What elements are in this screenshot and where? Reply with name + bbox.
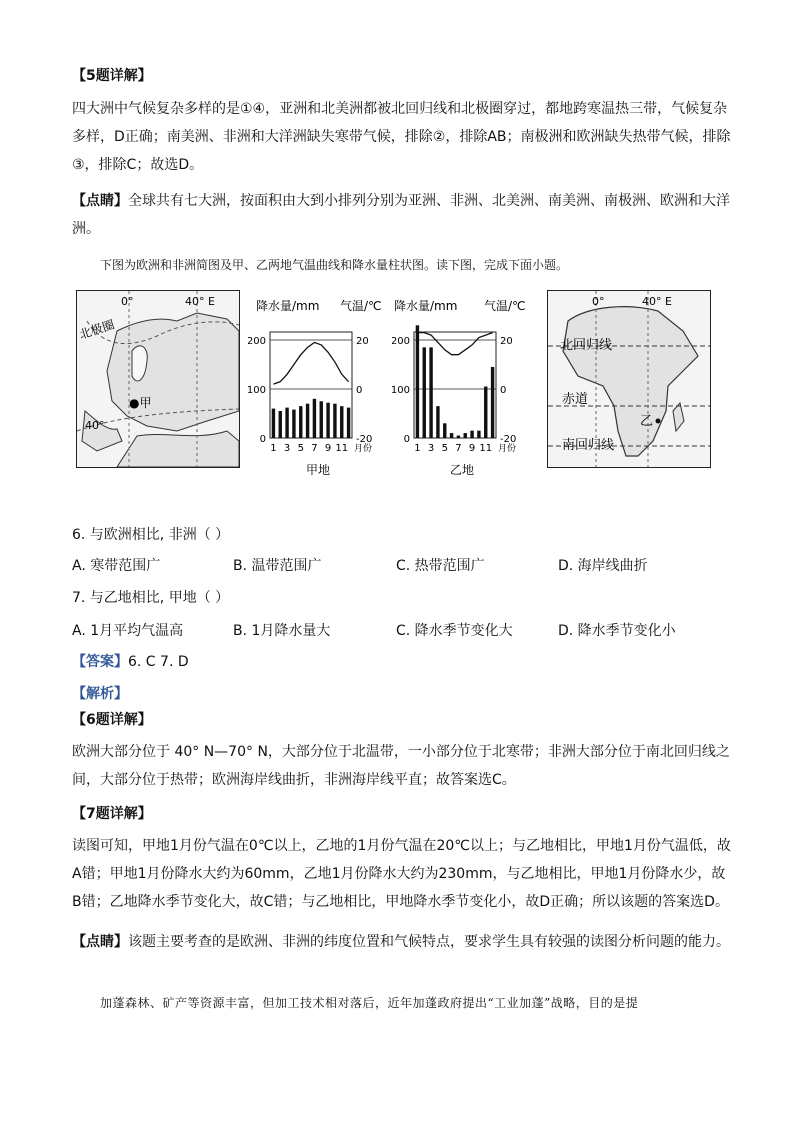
chart-jia-ytick-right: 0 bbox=[356, 385, 363, 396]
chart-yi-xtick: 1 bbox=[414, 443, 421, 454]
chart-jia-xtick: 9 bbox=[324, 443, 332, 454]
chart-jia-xtick: 11 bbox=[335, 443, 349, 454]
chart-yi-precip-bar bbox=[470, 431, 473, 438]
question-6-stem: 6. 与欧洲相比, 非洲（ ） bbox=[72, 527, 230, 543]
chart-jia-precip-bar bbox=[347, 408, 350, 438]
chart-yi-xtick: 3 bbox=[427, 443, 435, 454]
chart-yi-ytick-right: -20 bbox=[500, 434, 517, 445]
europe-lat40-label: 40° bbox=[85, 419, 105, 432]
section-7-body: 读图可知，甲地1月份气温在0℃以上，乙地的1月份气温在20℃以上；与乙地相比，甲地1月份气温低，故A错；甲地1月份降水大约为60mm，乙地1月份降水大约为230mm，与乙地相比，甲地1月份降水少，故B错；乙地降水季节变化大，故C错；与乙地相比，甲地降水季节变化小，故D正确；所以该题的答案选D。 bbox=[72, 838, 731, 910]
answer bbox=[72, 651, 189, 671]
chart-yi-temp-line bbox=[417, 333, 492, 355]
chart-jia-precip-bar bbox=[326, 403, 329, 438]
section-6-header: 【6题详解】 bbox=[72, 712, 152, 728]
chart-yi-precip-bar bbox=[491, 367, 494, 438]
chart-yi-xtick: 5 bbox=[441, 443, 448, 454]
section-7-header: 【7题详解】 bbox=[72, 806, 152, 822]
tip-1 bbox=[72, 187, 732, 243]
q6-option-a-text: A. 寒带范围广 bbox=[72, 558, 161, 574]
chart-jia-precip-bar bbox=[320, 401, 323, 438]
chart-jia-precip-bar bbox=[333, 404, 336, 438]
chart-yi-precip-label: 降水量/mm bbox=[394, 299, 458, 313]
tropic-cancer-label: 北回归线 bbox=[560, 338, 613, 353]
section-6-body: 欧洲大部分位于 40° N—70° N，大部分位于北温带，一小部分位于北寒带；非洲大部分位于南北回归线之间，大部分位于热带；欧洲海岸线曲折，非洲海岸线平直；故答案选C。 bbox=[72, 744, 730, 788]
europe-lon40-label: 40° E bbox=[185, 295, 215, 308]
africa-lon40-label: 40° E bbox=[642, 295, 672, 308]
chart-jia-precip-bar bbox=[279, 411, 282, 438]
q7-option-d-text: D. 降水季节变化小 bbox=[558, 623, 676, 639]
chart-yi-plot-frame bbox=[414, 332, 496, 438]
q6-option-d-text: D. 海岸线曲折 bbox=[558, 558, 648, 574]
chart-yi-ytick-left: 100 bbox=[392, 385, 410, 396]
chart-yi-ytick-right: 0 bbox=[500, 385, 507, 396]
tip-2-body: 该题主要考查的是欧洲、非洲的纬度位置和气候特点，要求学生具有较强的读图分析问题的能力。 bbox=[128, 934, 730, 950]
q7-option-a-text: A. 1月平均气温高 bbox=[72, 623, 184, 639]
section-5-body: 四大洲中气候复杂多样的是①④，亚洲和北美洲都被北回归线和北极圈穿过，都地跨寒温热三带，气候复杂多样，D正确；南美洲、非洲和大洋洲缺失寒带气候，排除②，排除AB；南极洲和欧洲缺失热带气候，排除③，排除C；故选D。 bbox=[72, 101, 731, 173]
analysis-tag: 【解析】 bbox=[72, 686, 128, 702]
point-yi-marker bbox=[656, 419, 661, 424]
chart-yi-xtick: 9 bbox=[468, 443, 476, 454]
chart-yi-precip-bar bbox=[423, 347, 426, 438]
answer-tag: 【答案】 bbox=[72, 654, 128, 670]
chart-yi-ytick-left: 200 bbox=[392, 336, 410, 347]
q6-option-b-text: B. 温带范围广 bbox=[233, 558, 322, 574]
point-jia: ●甲 bbox=[129, 396, 152, 410]
arctic-circle-label: 北极圈 bbox=[77, 317, 117, 342]
point-yi-label: 乙 bbox=[640, 414, 654, 429]
next-question-intro: 加蓬森林、矿产等资源丰富，但加工技术相对落后，近年加蓬政府提出“工业加蓬”战略，目的是提 bbox=[100, 996, 639, 1010]
chart-yi-caption: 乙地 bbox=[449, 463, 475, 477]
chart-yi bbox=[392, 298, 532, 478]
chart-jia-precip-bar bbox=[313, 399, 316, 438]
chart-yi-precip-bar bbox=[416, 325, 419, 438]
section-5-header: 【5题详解】 bbox=[72, 68, 152, 84]
tropic-capricorn-label: 南回归线 bbox=[562, 438, 615, 453]
tip-2 bbox=[72, 928, 732, 956]
answer-text: 6. C 7. D bbox=[128, 654, 189, 670]
chart-yi-xtick: 11 bbox=[479, 443, 493, 454]
chart-yi-precip-bar bbox=[457, 436, 460, 438]
chart-yi-ytick-right: 20 bbox=[500, 336, 513, 347]
chart-jia-precip-bar bbox=[340, 406, 343, 438]
chart-jia-svg bbox=[248, 298, 388, 478]
chart-yi-precip-bar bbox=[464, 433, 467, 438]
chart-jia-caption: 甲地 bbox=[305, 463, 331, 477]
chart-jia-xtick: 1 bbox=[270, 443, 277, 454]
q6-option-c-text: C. 热带范围广 bbox=[396, 558, 485, 574]
chart-yi-precip-bar bbox=[443, 423, 446, 438]
chart-yi-xtick: 7 bbox=[455, 443, 462, 454]
chart-jia-ytick-left: 0 bbox=[259, 434, 266, 445]
chart-yi-precip-bar bbox=[477, 431, 480, 438]
equator-label: 赤道 bbox=[562, 392, 589, 407]
chart-jia bbox=[248, 298, 388, 478]
africa-lon0-label: 0° bbox=[592, 295, 605, 308]
chart-yi-temp-label: 气温/℃ bbox=[484, 299, 526, 313]
q7-option-c-text: C. 降水季节变化大 bbox=[396, 623, 513, 639]
tip-1-tag: 【点睛】 bbox=[72, 193, 128, 209]
chart-yi-precip-bar bbox=[484, 387, 487, 438]
chart-jia-xtick: 3 bbox=[283, 443, 291, 454]
chart-jia-precip-bar bbox=[299, 406, 302, 438]
europe-map bbox=[76, 290, 240, 468]
chart-jia-ytick-left: 100 bbox=[248, 385, 266, 396]
chart-jia-plot-frame bbox=[270, 332, 352, 438]
chart-jia-temp-line bbox=[273, 342, 348, 384]
chart-jia-ytick-right: 20 bbox=[356, 336, 369, 347]
chart-yi-precip-bar bbox=[450, 433, 453, 438]
chart-yi-ytick-left: 0 bbox=[403, 434, 410, 445]
tip-2-tag: 【点睛】 bbox=[72, 934, 128, 950]
chart-jia-precip-bar bbox=[272, 409, 275, 438]
figure-intro: 下图为欧洲和非洲简图及甲、乙两地气温曲线和降水量柱状图。读下图，完成下面小题。 bbox=[100, 258, 569, 272]
chart-jia-xtick: 5 bbox=[297, 443, 304, 454]
chart-jia-precip-bar bbox=[285, 408, 288, 438]
chart-jia-xlabel: 月份 bbox=[354, 444, 373, 454]
chart-jia-temp-label: 气温/℃ bbox=[340, 299, 382, 313]
question-7-stem: 7. 与乙地相比, 甲地（ ） bbox=[72, 590, 230, 606]
africa-map bbox=[547, 290, 711, 468]
chart-jia-precip-bar bbox=[306, 404, 309, 438]
chart-yi-precip-bar bbox=[436, 406, 439, 438]
chart-jia-precip-label: 降水量/mm bbox=[256, 299, 320, 313]
chart-jia-ytick-left: 200 bbox=[248, 336, 266, 347]
chart-yi-precip-bar bbox=[429, 347, 432, 438]
q7-option-b-text: B. 1月降水量大 bbox=[233, 623, 331, 639]
chart-jia-ytick-right: -20 bbox=[356, 434, 373, 445]
europe-lon0-label: 0° bbox=[121, 295, 134, 308]
chart-yi-svg bbox=[392, 298, 532, 478]
tip-1-body: 全球共有七大洲，按面积由大到小排列分别为亚洲、非洲、北美洲、南美洲、南极洲、欧洲和大洋洲。 bbox=[72, 193, 730, 237]
chart-yi-xlabel: 月份 bbox=[498, 444, 517, 454]
chart-jia-precip-bar bbox=[292, 410, 295, 438]
chart-jia-xtick: 7 bbox=[311, 443, 318, 454]
